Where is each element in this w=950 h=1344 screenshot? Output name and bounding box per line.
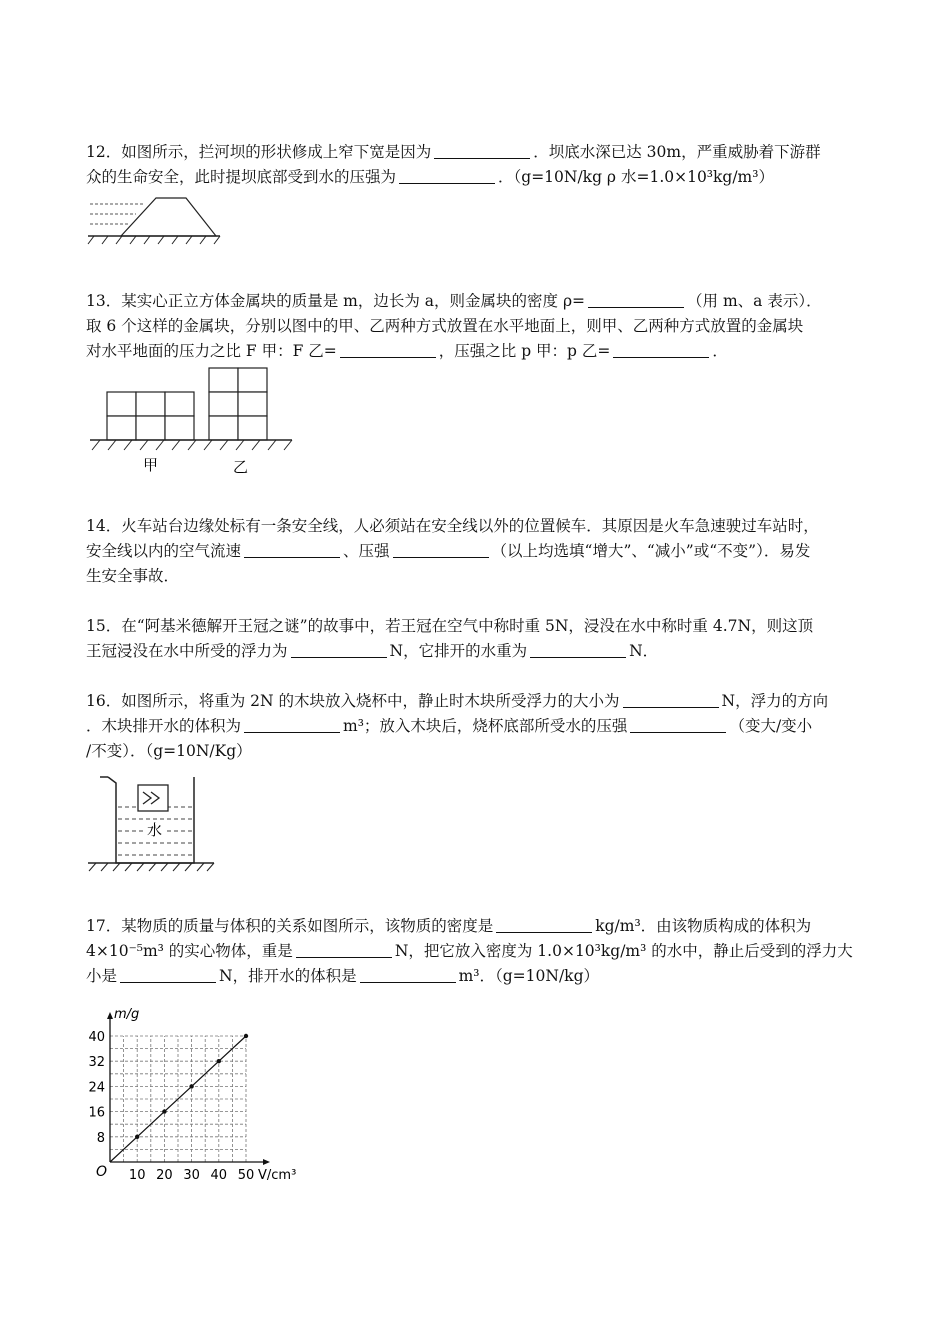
q16-text: N，浮力的方向 xyxy=(721,692,829,710)
ground-hatch xyxy=(89,863,214,871)
answer-blank[interactable] xyxy=(613,341,709,358)
answer-blank[interactable] xyxy=(120,966,216,983)
ground-hatch xyxy=(88,236,220,244)
q13-text: ． xyxy=(712,342,728,360)
y-tick-label: 16 xyxy=(88,1105,105,1121)
beaker-figure xyxy=(86,765,216,877)
answer-blank[interactable] xyxy=(291,641,387,658)
q14-text: 生安全事故． xyxy=(86,567,180,585)
question-16 xyxy=(86,689,876,764)
q16-text: 16．如图所示，将重为 2N 的木块放入烧杯中，静止时木块所受浮力的大小为 xyxy=(86,692,620,710)
answer-blank[interactable] xyxy=(296,941,392,958)
question-13 xyxy=(86,289,876,364)
dam-figure xyxy=(86,192,226,248)
origin-label: O xyxy=(96,1164,108,1180)
x-axis-label: V/cm³ xyxy=(258,1168,297,1183)
q14-text: 安全线以内的空气流速 xyxy=(86,542,242,560)
data-point xyxy=(162,1109,166,1113)
q17-text: 小是 xyxy=(86,967,118,985)
answer-blank[interactable] xyxy=(434,142,530,159)
q12-text: ．（g=10N/kg ρ 水=1.0×10³kg/m³） xyxy=(498,168,774,186)
q12-text: ．坝底水深已达 30m，严重威胁着下游群 xyxy=(533,143,821,161)
y-tick-label: 40 xyxy=(88,1030,105,1045)
answer-blank[interactable] xyxy=(399,167,495,184)
answer-blank[interactable] xyxy=(630,716,726,733)
q13-text: 13．某实心正立方体金属块的质量是 m，边长为 a，则金属块的密度 ρ= xyxy=(86,292,586,310)
blocks-figure xyxy=(86,362,296,480)
q15-text: 15．在“阿基米德解开王冠之谜”的故事中，若王冠在空气中称时重 5N，浸没在水中称时重 4.7N，则这顶 xyxy=(86,617,814,635)
y-tick-label: 32 xyxy=(88,1055,105,1071)
wood-block xyxy=(138,785,168,811)
q14-text: 、压强 xyxy=(343,542,390,560)
q15-text: 王冠浸没在水中所受的浮力为 xyxy=(86,642,288,660)
label-jia: 甲 xyxy=(143,456,159,474)
q16-text: ．木块排开水的体积为 xyxy=(86,717,242,735)
answer-blank[interactable] xyxy=(360,966,456,983)
answer-blank[interactable] xyxy=(244,541,340,558)
q13-text: ，压强之比 p 甲：p 乙= xyxy=(438,342,611,360)
ground-hatch xyxy=(92,440,292,450)
water-label: 水 xyxy=(147,821,163,839)
q15-text: N． xyxy=(629,642,659,660)
y-tick-label: 8 xyxy=(96,1130,105,1146)
question-12 xyxy=(86,140,876,190)
answer-blank[interactable] xyxy=(244,716,340,733)
q13-text: （用 m、a 表示）． xyxy=(687,292,822,310)
data-point xyxy=(217,1059,221,1063)
x-tick-label: 20 xyxy=(156,1168,173,1183)
x-tick-label: 30 xyxy=(183,1168,200,1183)
y-tick-label: 24 xyxy=(88,1080,105,1096)
q16-text: m³；放入木块后，烧杯底部所受水的压强 xyxy=(343,717,628,735)
q17-text: 4×10⁻⁵m³ 的实心物体，重是 xyxy=(86,942,293,960)
q15-text: N，它排开的水重为 xyxy=(389,642,528,660)
q17-text: kg/m³．由该物质构成的体积为 xyxy=(595,917,812,935)
y-axis-arrow xyxy=(107,1012,113,1019)
q17-text: N，排开水的体积是 xyxy=(219,967,357,985)
data-point xyxy=(244,1034,248,1038)
answer-blank[interactable] xyxy=(340,341,436,358)
answer-blank[interactable] xyxy=(530,641,626,658)
data-point xyxy=(135,1135,139,1139)
q14-text: （以上均选填“增大”、“减小”或“不变”）．易发 xyxy=(491,542,811,560)
answer-blank[interactable] xyxy=(496,916,592,933)
q14-text: 14．火车站台边缘处标有一条安全线，人必须站在安全线以外的位置候车．其原因是火车急速驶过车站时， xyxy=(86,517,819,535)
answer-blank[interactable] xyxy=(588,291,684,308)
question-14 xyxy=(86,514,876,589)
question-15 xyxy=(86,614,876,664)
q12-text: 12．如图所示，拦河坝的形状修成上窄下宽是因为 xyxy=(86,143,432,161)
arrangement-yi xyxy=(209,368,267,440)
label-yi: 乙 xyxy=(233,458,249,476)
q16-text: /不变）．（g=10N/Kg） xyxy=(86,742,252,760)
q13-text: 取 6 个这样的金属块，分别以图中的甲、乙两种方式放置在水平地面上，则甲、乙两种方式放置的金属块 xyxy=(86,317,804,335)
x-tick-label: 10 xyxy=(128,1168,146,1183)
mass-volume-chart xyxy=(84,990,314,1186)
x-tick-label: 50 xyxy=(237,1168,255,1183)
x-tick-label: 40 xyxy=(210,1168,228,1183)
q17-text: N，把它放入密度为 1.0×10³kg/m³ 的水中，静止后受到的浮力大 xyxy=(394,942,853,960)
q12-text: 众的生命安全，此时提坝底部受到水的压强为 xyxy=(86,168,397,186)
answer-blank[interactable] xyxy=(393,541,489,558)
q17-text: m³．（g=10N/kg） xyxy=(458,967,599,985)
question-17 xyxy=(86,914,876,989)
q16-text: （变大/变小 xyxy=(729,717,813,735)
y-axis-label: m/g xyxy=(114,1007,140,1022)
answer-blank[interactable] xyxy=(623,691,719,708)
x-axis-arrow xyxy=(263,1159,270,1165)
data-point xyxy=(189,1084,193,1088)
q13-text: 对水平地面的压力之比 F 甲：F 乙= xyxy=(86,342,337,360)
q17-text: 17．某物质的质量与体积的关系如图所示，该物质的密度是 xyxy=(86,917,494,935)
arrangement-jia xyxy=(107,392,194,440)
